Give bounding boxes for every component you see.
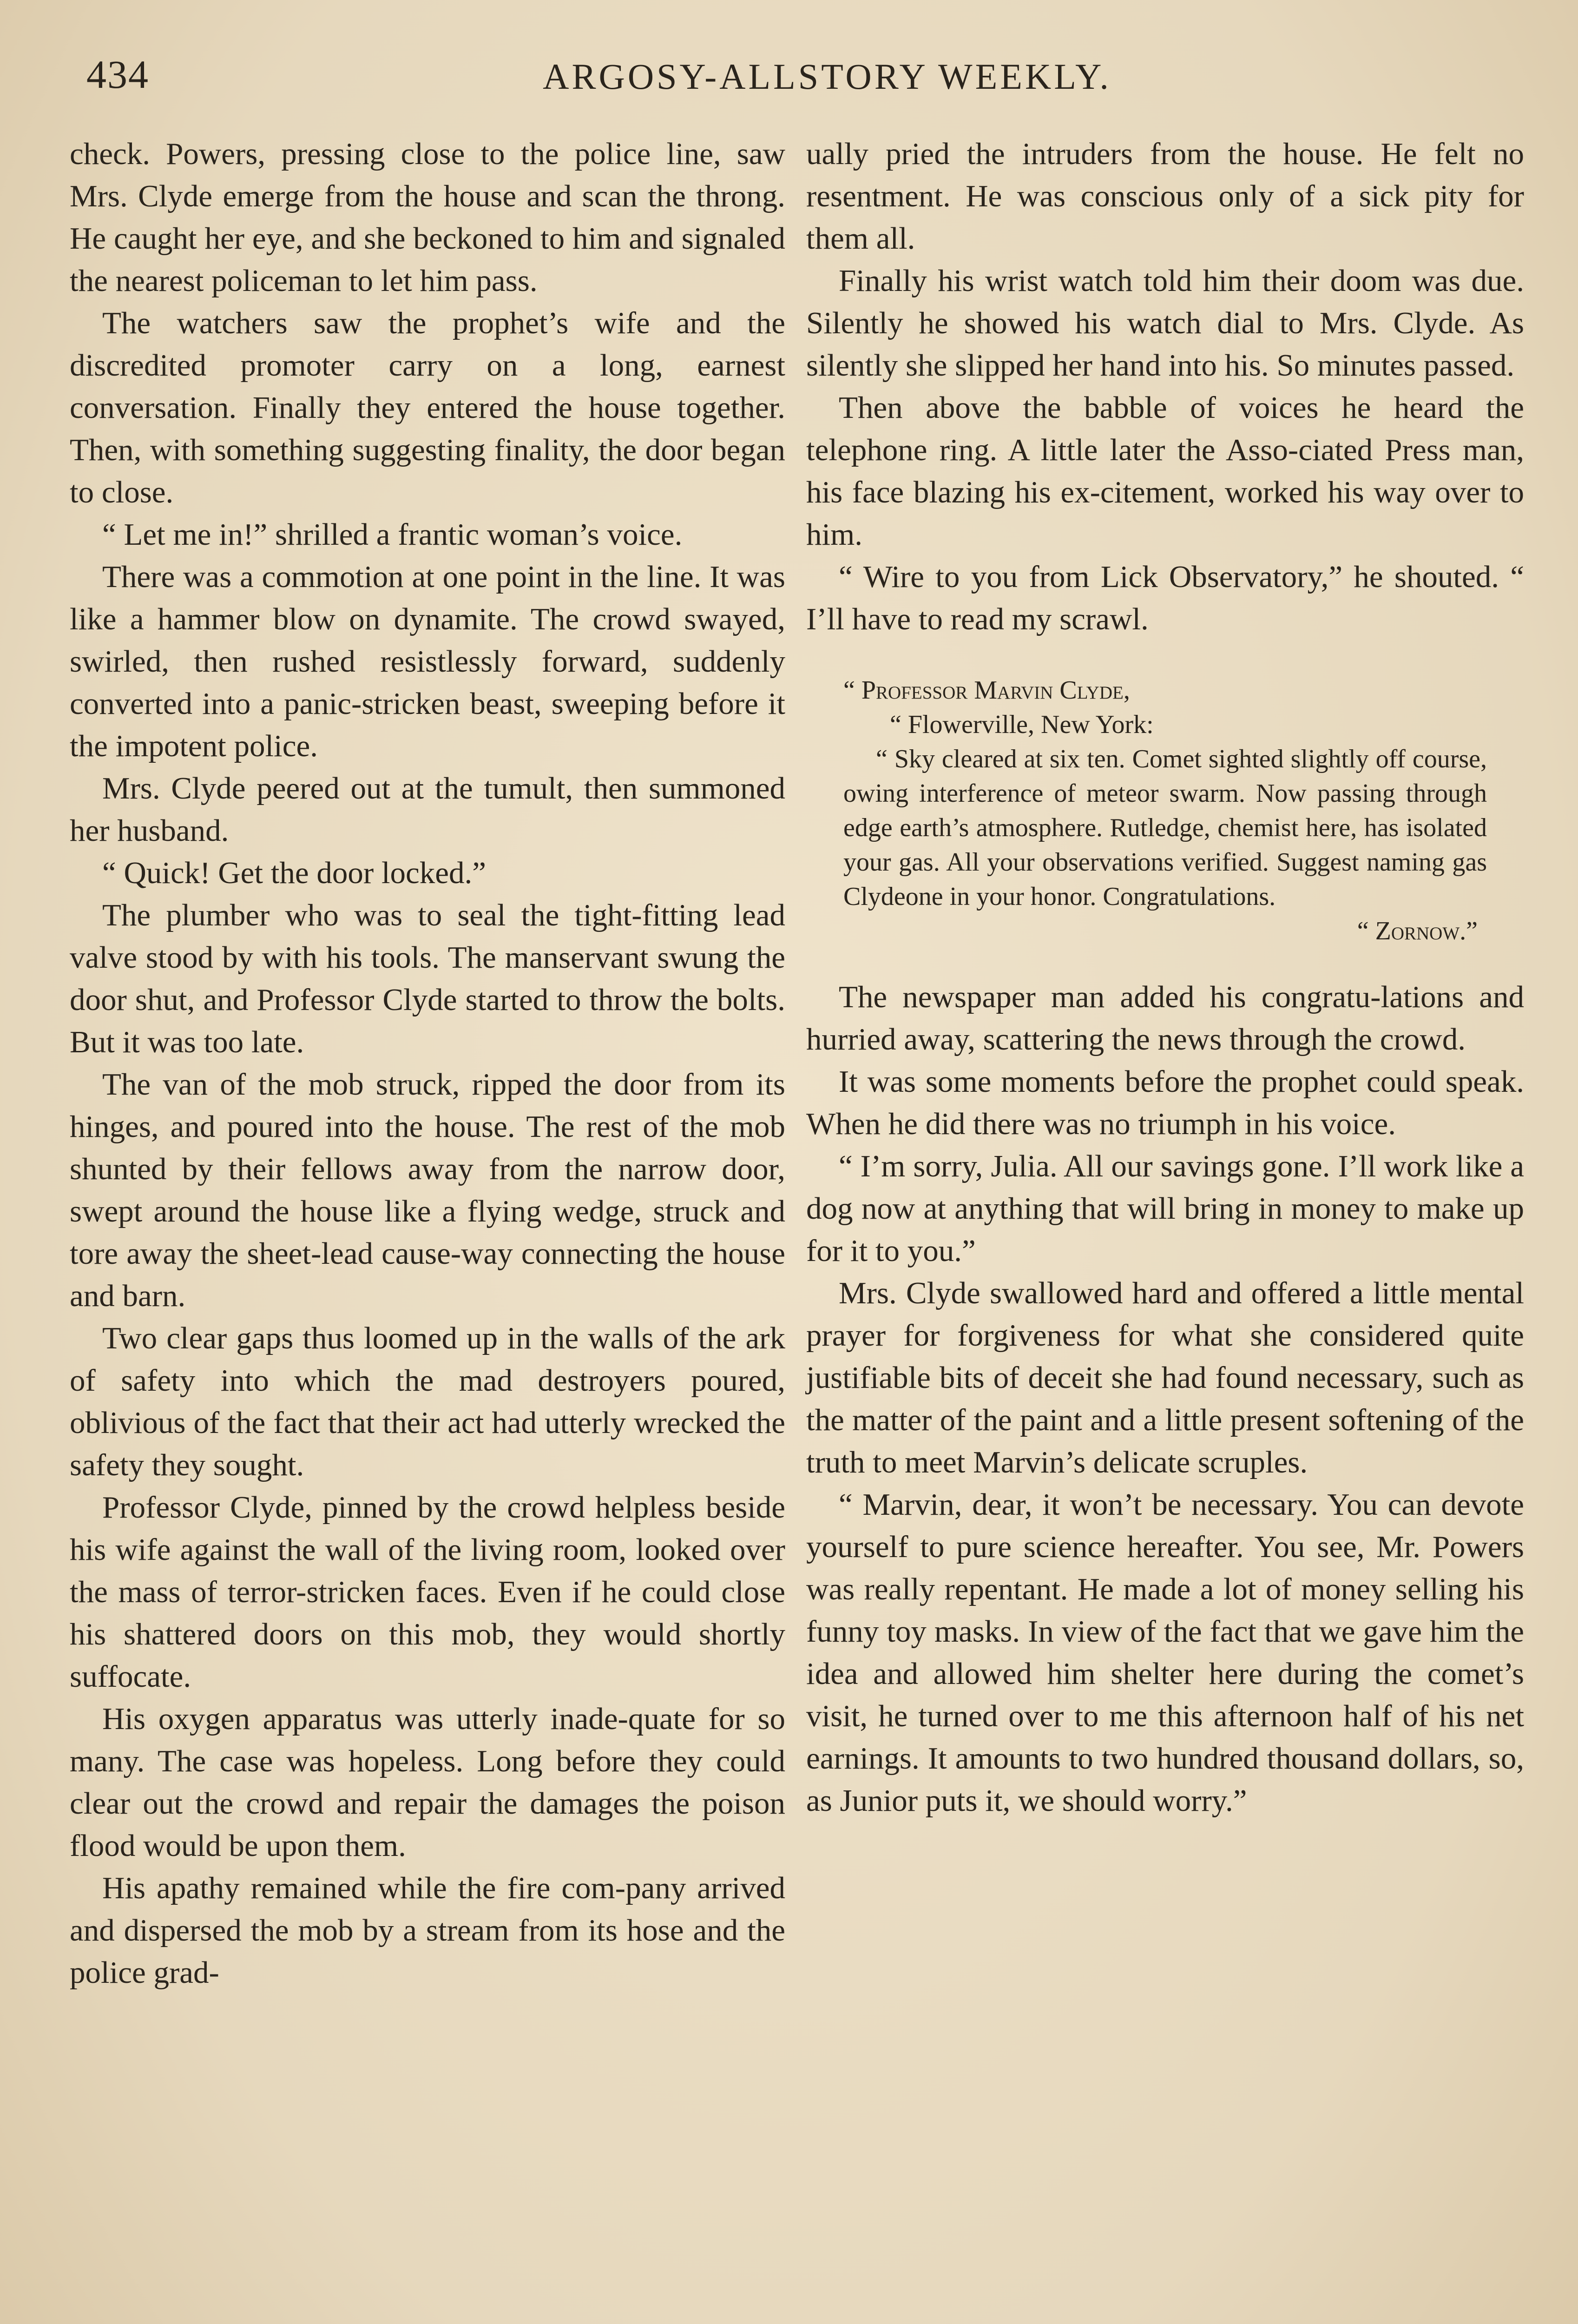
paragraph: The watchers saw the prophet’s wife and the discredited promoter carry on a long, earnest conversation. Finally they entered the house together. Then, with something suggesting finality, the door began to close. — [70, 306, 785, 509]
telegram-body: “ Sky cleared at six ten. Comet sighted slightly off course, owing interference of meteor swarm. Now passing through edge earth’s atmosphere. Rutledge, chemist here, has isolated your gas. All your observations verified. Suggest naming gas Clydeone in your honor. Congratulations. — [843, 745, 1487, 911]
paragraph: His apathy remained while the fire com-pany arrived and dispersed the mob by a stream from its hose and the police grad- — [70, 1871, 785, 1990]
paragraph: check. Powers, pressing close to the police line, saw Mrs. Clyde emerge from the house and scan the throng. He caught her eye, and she beckoned to him and signaled the nearest policeman to let him pass. — [70, 137, 785, 298]
paragraph: Mrs. Clyde swallowed hard and offered a little mental prayer for forgiveness for what she considered quite justifiable bits of deceit she had found necessary, such as the matter of the paint and a little present softening of the truth to meet Marvin’s delicate scruples. — [806, 1276, 1524, 1479]
paragraph: Mrs. Clyde peered out at the tumult, then summoned her husband. — [70, 771, 785, 848]
paragraph: The van of the mob struck, ripped the door from its hinges, and poured into the house. The rest of the mob shunted by their fellows away from the narrow door, swept around the house like a flying wedge, struck and tore away the sheet-lead cause-way connecting the house and barn. — [70, 1067, 785, 1313]
paragraph: “ Quick! Get the door locked.” — [102, 856, 487, 890]
paragraph: “ Marvin, dear, it won’t be necessary. You can devote yourself to pure science hereafter. You see, Mr. Powers was really repentant. He made a lot of money selling his funny toy masks. In view of the fact that we gave him the idea and allowed him shelter here during the comet’s visit, he turned over to me this afternoon half of his net earnings. It amounts to two hundred thousand dollars, so, as Junior puts it, we should worry.” — [806, 1487, 1524, 1818]
paragraph: His oxygen apparatus was utterly inade-quate for so many. The case was hopeless. Long before they could clear out the crowd and repair the damages the poison flood would be upon them. — [70, 1702, 785, 1863]
paragraph: ually pried the intruders from the house. He felt no resentment. He was conscious only of a sick pity for them all. — [806, 137, 1524, 256]
paragraph: “ Wire to you from Lick Observatory,” he shouted. “ I’ll have to read my scrawl. — [806, 560, 1524, 636]
paragraph: There was a commotion at one point in the line. It was like a hammer blow on dynamite. The crowd swayed, swirled, then rushed resistlessly forward, suddenly converted into a panic-stricken beast, sweeping before it the impotent police. — [70, 560, 785, 763]
paragraph: Then above the babble of voices he heard the telephone ring. A little later the Asso-ciated Press man, his face blazing his ex-citement, worked his way over to him. — [806, 390, 1524, 552]
paragraph: “ Let me in!” shrilled a frantic woman’s voice. — [102, 517, 683, 552]
paragraph: Professor Clyde, pinned by the crowd helpless beside his wife against the wall of the living room, looked over the mass of terror-stricken faces. Even if he could close his shattered doors on this mob, they would shortly suffocate. — [70, 1490, 785, 1694]
telegram-block — [843, 673, 1487, 948]
left-column — [70, 133, 785, 1994]
telegram-address-line: “ Professor Marvin Clyde, — [843, 676, 1130, 705]
page-number: 434 — [86, 52, 149, 97]
paragraph: “ I’m sorry, Julia. All our savings gone. I’ll work like a dog now at anything that will bring in money to make up for it to you.” — [806, 1149, 1524, 1268]
running-head: ARGOSY-ALLSTORY WEEKLY. — [543, 56, 1111, 97]
paragraph: Two clear gaps thus loomed up in the walls of the ark of safety into which the mad destroyers poured, oblivious of the fact that their act had utterly wrecked the safety they sought. — [70, 1321, 785, 1482]
telegram-signature: “ Zornow.” — [1357, 917, 1478, 945]
paragraph: Finally his wrist watch told him their doom was due. Silently he showed his watch dial to Mrs. Clyde. As silently she slipped her hand into his. So minutes passed. — [806, 264, 1524, 383]
paragraph: It was some moments before the prophet could speak. When he did there was no triumph in his voice. — [806, 1064, 1524, 1141]
paragraph: The plumber who was to seal the tight-fitting lead valve stood by with his tools. The manservant swung the door shut, and Professor Clyde started to throw the bolts. But it was too late. — [70, 898, 785, 1059]
right-column — [806, 133, 1524, 1822]
paragraph: The newspaper man added his congratu-lations and hurried away, scattering the news through the crowd. — [806, 980, 1524, 1056]
telegram-address-line: “ Flowerville, New York: — [890, 710, 1154, 739]
